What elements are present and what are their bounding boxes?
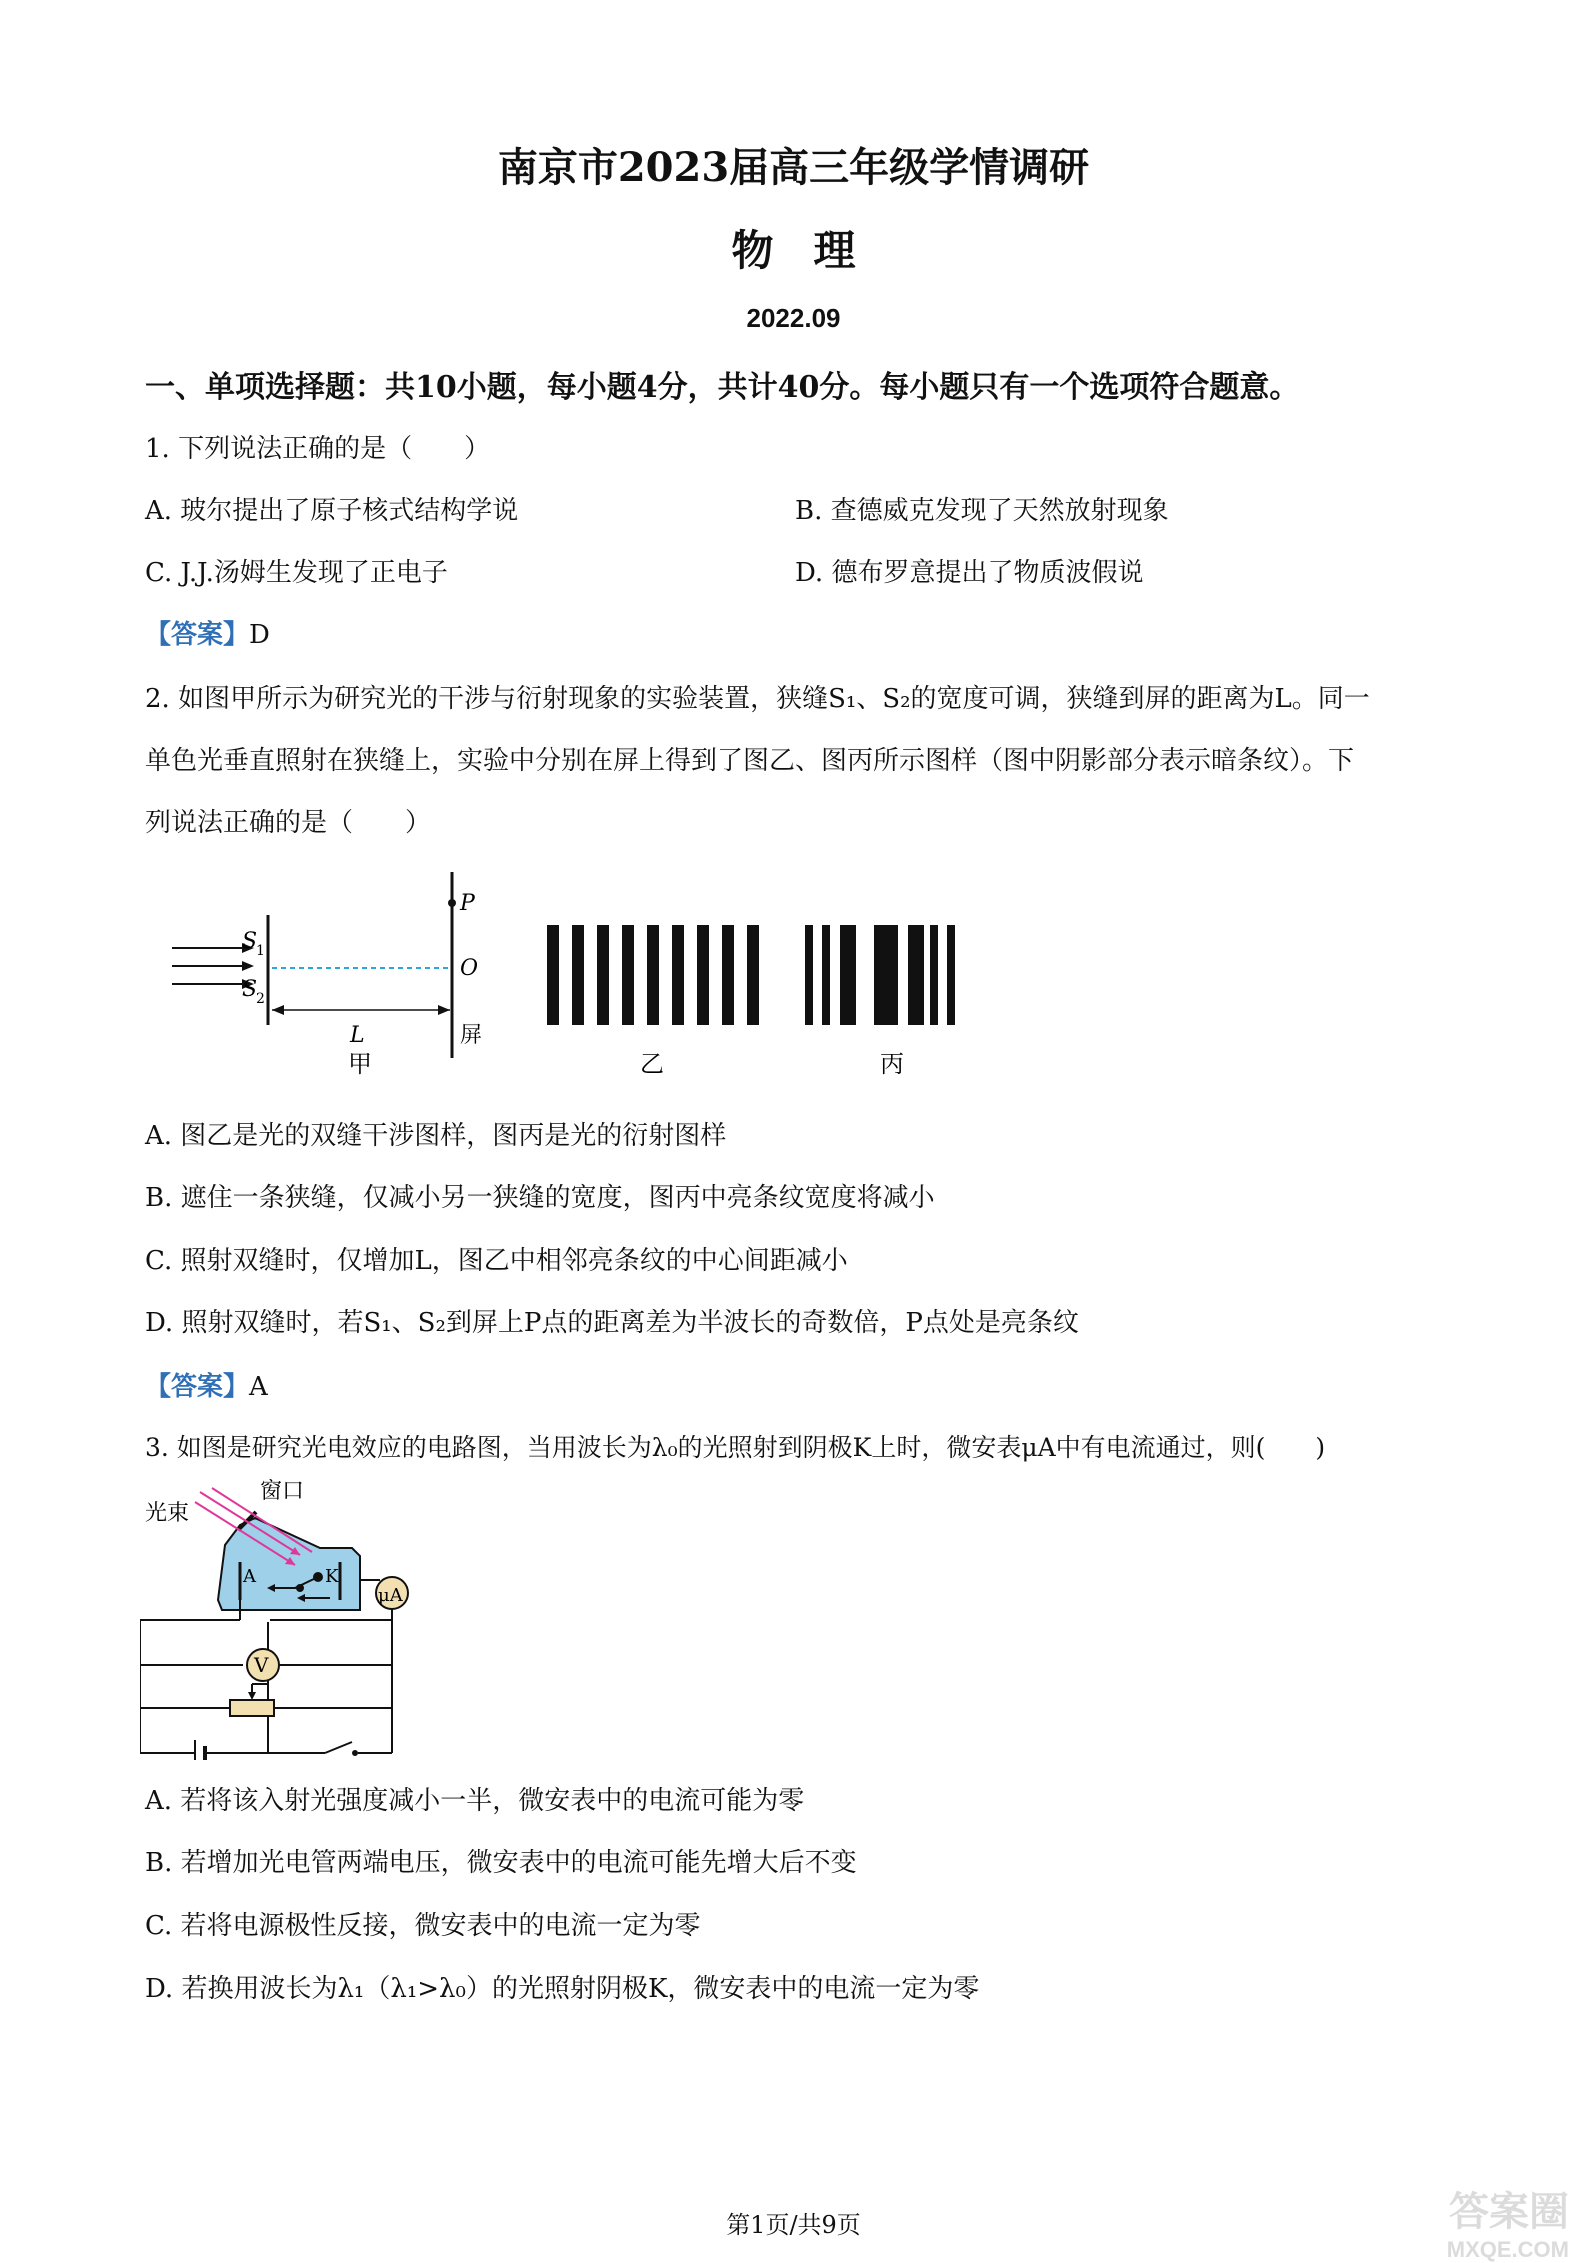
q3-circuit-figure bbox=[140, 1470, 440, 1760]
label-s1-sub: 1 bbox=[256, 943, 265, 959]
rheostat bbox=[230, 1700, 274, 1716]
q1-answer bbox=[145, 614, 270, 651]
point-p bbox=[448, 899, 456, 907]
pattern-yi bbox=[547, 925, 759, 1025]
q1-option-b: B. 查德威克发现了天然放射现象 bbox=[795, 496, 1169, 526]
q1-answer-value: D bbox=[249, 620, 270, 650]
label-cathode: K bbox=[325, 1566, 339, 1587]
switch bbox=[325, 1742, 352, 1753]
q1-stem: 1. 下列说法正确的是（ ） bbox=[145, 434, 491, 464]
q3-option-d: D. 若换用波长为λ₁（λ₁>λ₀）的光照射阴极K，微安表中的电流一定为零 bbox=[145, 1974, 980, 2004]
watermark-line-1: 答案圈 bbox=[1449, 2188, 1569, 2235]
q1-option-d: D. 德布罗意提出了物质波假说 bbox=[795, 558, 1144, 588]
label-o: O bbox=[460, 956, 479, 981]
q2-option-b: B. 遮住一条狭缝，仅减小另一狭缝的宽度，图丙中亮条纹宽度将减小 bbox=[145, 1183, 935, 1213]
label-l: L bbox=[350, 1023, 365, 1048]
q3-option-c: C. 若将电源极性反接，微安表中的电流一定为零 bbox=[145, 1911, 701, 1941]
subject-title: 物理 bbox=[731, 226, 896, 275]
q3-stem: 3. 如图是研究光电效应的电路图，当用波长为λ₀的光照射到阴极K上时，微安表μA中有电流通过，则( ) bbox=[145, 1433, 1326, 1462]
q2-stem-line-1: 2. 如图甲所示为研究光的干涉与衍射现象的实验装置，狭缝S₁、S₂的宽度可调，狭缝到屏的距离为L。同一 bbox=[145, 684, 1370, 714]
label-window: 窗口 bbox=[260, 1479, 305, 1504]
watermark-line-2: MXQE.COM bbox=[1446, 2237, 1569, 2262]
q1-option-a: A. 玻尔提出了原子核式结构学说 bbox=[145, 496, 519, 526]
label-p: P bbox=[460, 891, 475, 916]
label-screen: 屏 bbox=[460, 1023, 483, 1048]
label-bing: 丙 bbox=[880, 1050, 904, 1078]
page-title: 南京市2023届高三年级学情调研 bbox=[497, 144, 1090, 191]
q2-option-a: A. 图乙是光的双缝干涉图样，图丙是光的衍射图样 bbox=[145, 1121, 727, 1151]
label-s2-sub: 2 bbox=[256, 991, 265, 1007]
q2-figure bbox=[160, 860, 1000, 1090]
label-jia: 甲 bbox=[348, 1050, 372, 1078]
answer-tag: 【答案】 bbox=[145, 1372, 250, 1402]
answer-tag: 【答案】 bbox=[145, 620, 250, 650]
label-s1: S bbox=[242, 929, 258, 954]
q2-option-c: C. 照射双缝时，仅增加L，图乙中相邻亮条纹的中心间距减小 bbox=[145, 1246, 848, 1276]
q2-answer bbox=[145, 1366, 268, 1403]
pattern-bing bbox=[805, 925, 955, 1025]
q3-option-a: A. 若将该入射光强度减小一半，微安表中的电流可能为零 bbox=[145, 1786, 805, 1816]
label-yi: 乙 bbox=[640, 1050, 664, 1078]
q2-stem-line-2: 单色光垂直照射在狭缝上，实验中分别在屏上得到了图乙、图丙所示图样（图中阴影部分表示暗条纹）。下 bbox=[145, 746, 1355, 776]
label-microammeter: μA bbox=[378, 1585, 403, 1606]
label-anode: A bbox=[243, 1566, 256, 1587]
q1-option-c: C. J.J.汤姆生发现了正电子 bbox=[145, 558, 448, 588]
q3-option-b: B. 若增加光电管两端电压，微安表中的电流可能先增大后不变 bbox=[145, 1848, 857, 1878]
q2-option-d: D. 照射双缝时，若S₁、S₂到屏上P点的距离差为半波长的奇数倍，P点处是亮条纹 bbox=[145, 1308, 1079, 1338]
exam-date: 2022.09 bbox=[746, 303, 841, 333]
page-number: 第1页/共9页 bbox=[726, 2211, 861, 2239]
label-voltmeter: V bbox=[254, 1653, 269, 1677]
label-s2: S bbox=[242, 977, 258, 1002]
q2-answer-value: A bbox=[249, 1372, 268, 1402]
watermark-logo bbox=[1447, 2180, 1569, 2263]
q2-stem-line-3: 列说法正确的是（ ） bbox=[145, 808, 432, 838]
label-light-beam: 光束 bbox=[145, 1501, 190, 1526]
section-heading: 一、单项选择题：共10小题，每小题4分，共计40分。每小题只有一个选项符合题意。 bbox=[145, 370, 1300, 405]
